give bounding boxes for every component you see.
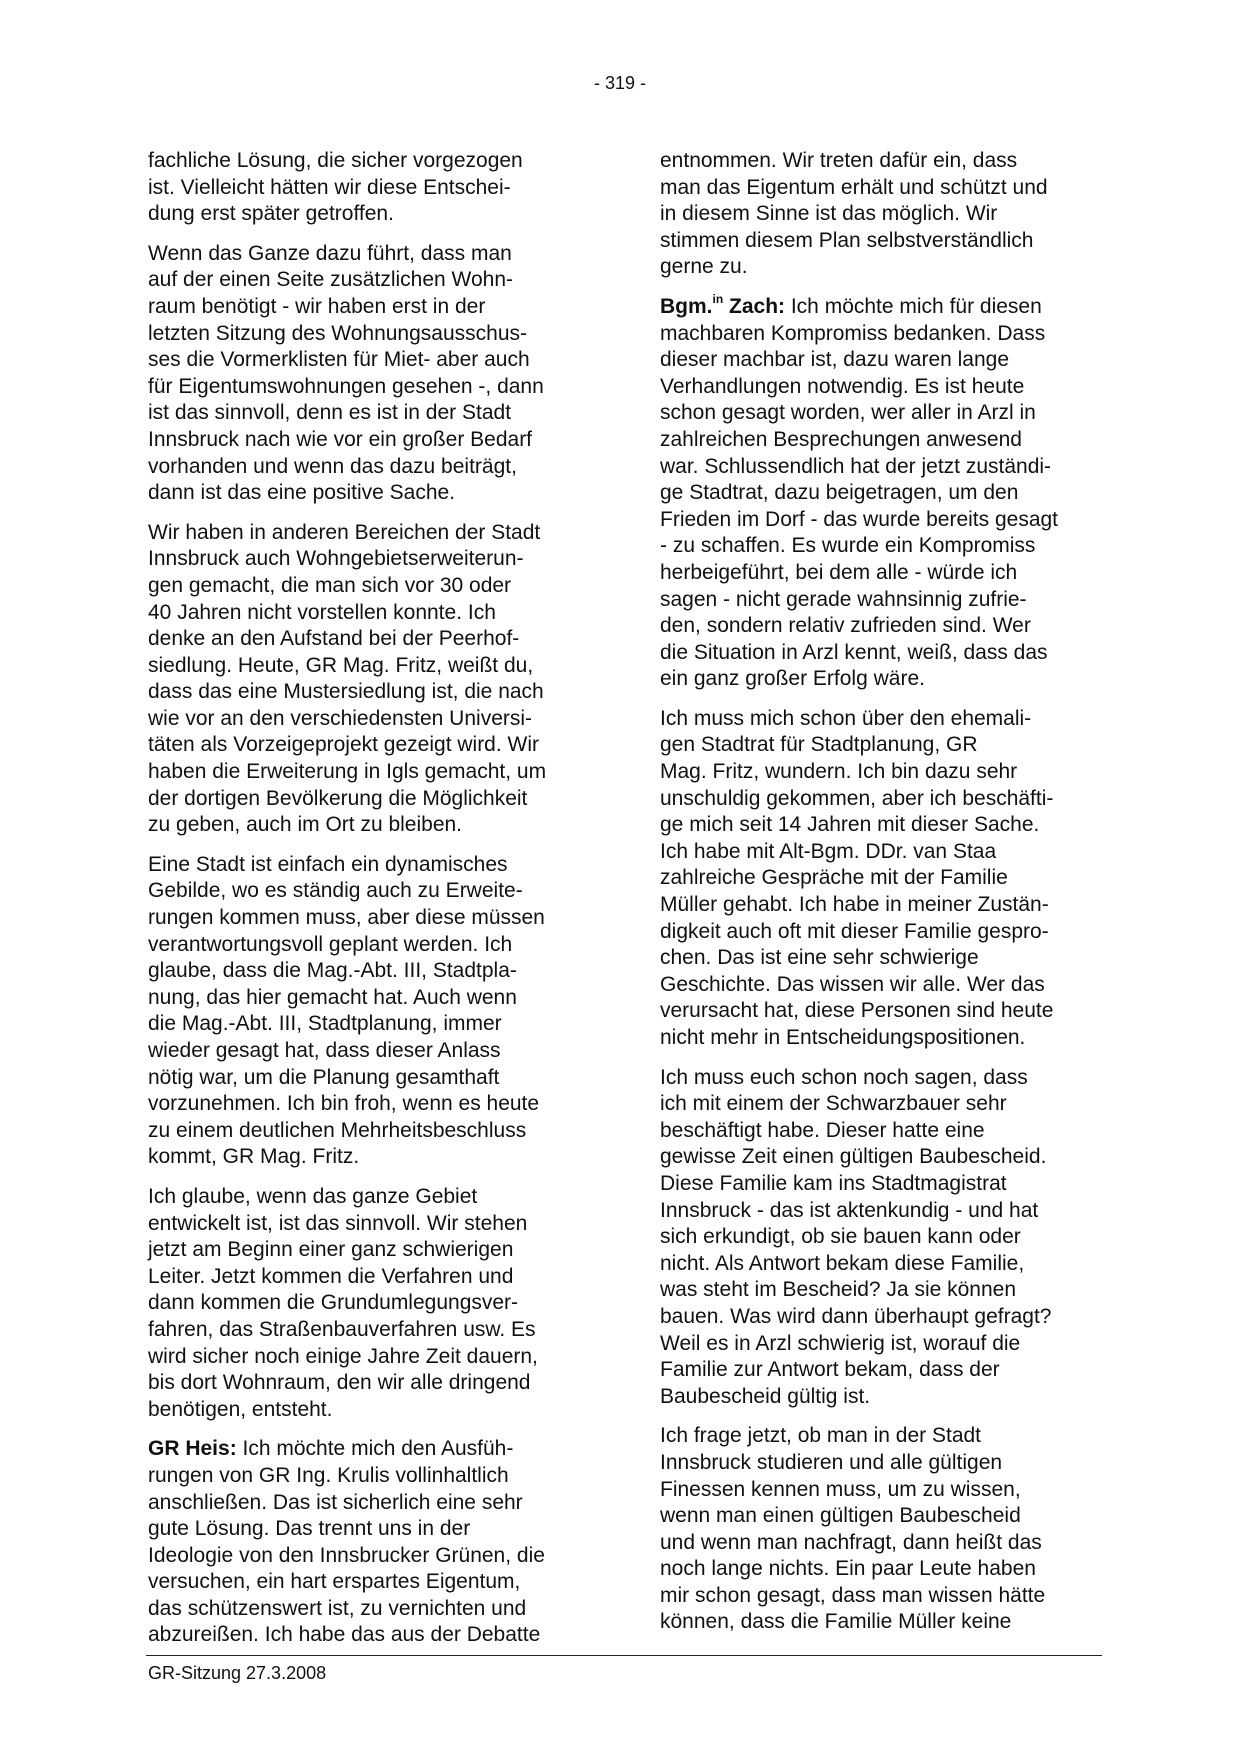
paragraph xyxy=(148,148,618,228)
paragraph-line: 40 Jahren nicht vorstellen konnte. Ich xyxy=(148,600,496,624)
paragraph-line: Finessen kennen muss, um zu wissen, xyxy=(660,1477,1021,1501)
paragraph-line: verantwortungsvoll geplant werden. Ich xyxy=(148,932,513,956)
paragraph xyxy=(660,1423,1112,1636)
paragraph-line: rungen von GR Ing. Krulis vollinhaltlich xyxy=(148,1463,509,1487)
paragraph-line: Müller gehabt. Ich habe in meiner Zustän- xyxy=(660,893,1049,917)
paragraph-line: nicht mehr in Entscheidungspositionen. xyxy=(660,1026,1026,1049)
paragraph xyxy=(660,706,1112,1052)
paragraph-line: nicht. Als Antwort bekam diese Familie, xyxy=(660,1251,1025,1275)
paragraph-line: gute Lösung. Das trennt uns in der xyxy=(148,1517,471,1541)
paragraph-line: Ich muss mich schon über den ehemali- xyxy=(660,706,1032,730)
paragraph xyxy=(660,1065,1112,1411)
speaker-statement-start: Ich möchte mich für diesen xyxy=(785,294,1042,318)
paragraph-line: machbaren Kompromiss bedanken. Dass xyxy=(660,321,1046,345)
paragraph-line: verursacht hat, diese Personen sind heute xyxy=(660,999,1054,1023)
paragraph-line: noch lange nichts. Ein paar Leute haben xyxy=(660,1557,1036,1581)
speaker-title-suffix: in xyxy=(712,291,724,306)
paragraph-line: können, dass die Familie Müller keine xyxy=(660,1610,1012,1634)
paragraph-line: war. Schlussendlich hat der jetzt zuständi- xyxy=(660,454,1052,478)
paragraph-line: täten als Vorzeigeprojekt gezeigt wird. Wir xyxy=(148,733,540,757)
paragraph-line: der dortigen Bevölkerung die Möglichkeit xyxy=(148,786,528,810)
paragraph-line: dung erst später getroffen. xyxy=(148,202,394,226)
paragraph-line: für Eigentumswohnungen gesehen -, dann xyxy=(148,374,544,398)
paragraph-line: versuchen, ein hart erspartes Eigentum, xyxy=(148,1570,521,1594)
paragraph-line: Frieden im Dorf - das wurde bereits gesagt xyxy=(660,507,1059,531)
paragraph-line: bauen. Was wird dann überhaupt gefragt? xyxy=(660,1304,1052,1328)
paragraph xyxy=(148,1436,618,1649)
paragraph-line: in diesem Sinne ist das möglich. Wir xyxy=(660,202,998,226)
paragraph-line: Innsbruck - das ist aktenkundig - und hat xyxy=(660,1198,1039,1222)
paragraph-line: mir schon gesagt, dass man wissen hätte xyxy=(660,1583,1046,1607)
paragraph-line: den, sondern relativ zufrieden sind. Wer xyxy=(660,614,1031,638)
paragraph-line: glaube, dass die Mag.-Abt. III, Stadtpla- xyxy=(148,959,517,983)
paragraph-line: entnommen. Wir treten dafür ein, dass xyxy=(660,149,1018,172)
footer-session-date: GR-Sitzung 27.3.2008 xyxy=(148,1663,327,1683)
paragraph-line: ein ganz großer Erfolg wäre. xyxy=(660,667,925,691)
paragraph-line: ge mich seit 14 Jahren mit dieser Sache. xyxy=(660,813,1040,837)
paragraph-line: sich erkundigt, ob sie bauen kann oder xyxy=(660,1225,1021,1249)
paragraph-line: rungen kommen muss, aber diese müssen xyxy=(148,906,545,930)
paragraph xyxy=(148,520,618,839)
paragraph-line: zahlreichen Besprechungen anwesend xyxy=(660,427,1022,451)
paragraph-line: abzureißen. Ich habe das aus der Debatte xyxy=(148,1623,541,1647)
paragraph-line: Weil es in Arzl schwierig ist, worauf die xyxy=(660,1331,1021,1355)
paragraph-line: zu geben, auch im Ort zu bleiben. xyxy=(148,813,463,837)
paragraph-line: siedlung. Heute, GR Mag. Fritz, weißt du, xyxy=(148,653,534,677)
paragraph-line: vorzunehmen. Ich bin froh, wenn es heute xyxy=(148,1092,540,1116)
paragraph-line: Baubescheid gültig ist. xyxy=(660,1384,871,1408)
paragraph-line: zahlreiche Gespräche mit der Familie xyxy=(660,866,1008,890)
paragraph-line: Ich glaube, wenn das ganze Gebiet xyxy=(148,1184,478,1208)
paragraph-line xyxy=(148,1436,618,1463)
paragraph-line: Innsbruck auch Wohngebietserweiterun- xyxy=(148,547,524,571)
paragraph-line: entwickelt ist, ist das sinnvoll. Wir stehen xyxy=(148,1211,528,1235)
paragraph-line: Innsbruck studieren und alle gültigen xyxy=(660,1450,1003,1474)
paragraph-line: denke an den Aufstand bei der Peerhof- xyxy=(148,627,520,651)
paragraph xyxy=(148,1184,618,1423)
paragraph-line: ist. Vielleicht hätten wir diese Entschei- xyxy=(148,175,511,199)
paragraph-line: nung, das hier gemacht hat. Auch wenn xyxy=(148,985,517,1009)
paragraph xyxy=(660,291,1112,693)
paragraph-line: nötig war, um die Planung gesamthaft xyxy=(148,1065,500,1089)
paragraph-line: Ideologie von den Innsbrucker Grünen, die xyxy=(148,1543,545,1567)
paragraph-line: fahren, das Straßenbauverfahren usw. Es xyxy=(148,1317,536,1341)
left-column xyxy=(148,148,618,1662)
paragraph-line: vorhanden und wenn das dazu beiträgt, xyxy=(148,454,517,478)
speaker-name xyxy=(660,291,786,318)
paragraph-line: gewisse Zeit einen gültigen Baubescheid. xyxy=(660,1145,1047,1169)
paragraph-line: gen Stadtrat für Stadtplanung, GR xyxy=(660,733,978,757)
paragraph-line: Geschichte. Das wissen wir alle. Wer das xyxy=(660,972,1045,996)
paragraph-line: dann kommen die Grundumlegungsver- xyxy=(148,1291,519,1315)
paragraph-line: Ich habe mit Alt-Bgm. DDr. van Staa xyxy=(660,839,997,863)
paragraph-line: man das Eigentum erhält und schützt und xyxy=(660,175,1048,199)
page-number: - 319 - xyxy=(593,73,647,93)
paragraph-line: stimmen diesem Plan selbstverständlich xyxy=(660,228,1034,252)
paragraph-line: das schützenswert ist, zu vernichten und xyxy=(148,1596,527,1620)
paragraph-line: wenn man einen gültigen Baubescheid xyxy=(660,1504,1021,1528)
paragraph-line: beschäftigt habe. Dieser hatte eine xyxy=(660,1118,985,1142)
paragraph-line: bis dort Wohnraum, den wir alle dringend xyxy=(148,1371,531,1395)
paragraph-line: wie vor an den verschiedensten Universi- xyxy=(148,706,533,730)
paragraph-line: gerne zu. xyxy=(660,255,748,279)
paragraph-line: letzten Sitzung des Wohnungsausschus- xyxy=(148,321,528,345)
paragraph-line: Ich frage jetzt, ob man in der Stadt xyxy=(660,1424,982,1448)
paragraph-line: Verhandlungen notwendig. Es ist heute xyxy=(660,374,1025,398)
paragraph-line: die Situation in Arzl kennt, weiß, dass das xyxy=(660,640,1048,664)
paragraph-line: Familie zur Antwort bekam, dass der xyxy=(660,1358,1000,1382)
paragraph-line: haben die Erweiterung in Igls gemacht, um xyxy=(148,760,547,784)
paragraph-line: sagen - nicht gerade wahnsinnig zufrie- xyxy=(660,587,1027,611)
paragraph-line: unschuldig gekommen, aber ich beschäfti- xyxy=(660,786,1054,810)
paragraph-line: ist das sinnvoll, denn es ist in der Stadt xyxy=(148,401,512,425)
paragraph-line: digkeit auch oft mit dieser Familie gespro- xyxy=(660,919,1049,943)
paragraph-line: kommt, GR Mag. Fritz. xyxy=(148,1145,360,1169)
paragraph xyxy=(148,241,618,507)
paragraph-line: dass das eine Mustersiedlung ist, die nach xyxy=(148,680,544,704)
paragraph-line: - zu schaffen. Es wurde ein Kompromiss xyxy=(660,534,1036,558)
paragraph-line: chen. Das ist eine sehr schwierige xyxy=(660,946,979,970)
paragraph-line: Ich muss euch schon noch sagen, dass xyxy=(660,1065,1028,1089)
paragraph-line: ich mit einem der Schwarzbauer sehr xyxy=(660,1092,1007,1116)
paragraph-line: anschließen. Das ist sicherlich eine sehr xyxy=(148,1490,523,1514)
paragraph-line: raum benötigt - wir haben erst in der xyxy=(148,294,486,318)
paragraph-line: zu einem deutlichen Mehrheitsbeschluss xyxy=(148,1118,527,1142)
speaker-title: Bgm. xyxy=(660,294,713,318)
paragraph xyxy=(148,852,618,1171)
paragraph-line: Mag. Fritz, wundern. Ich bin dazu sehr xyxy=(660,760,1018,784)
paragraph-line: Eine Stadt ist einfach ein dynamisches xyxy=(148,852,508,876)
paragraph-line: dann ist das eine positive Sache. xyxy=(148,481,456,505)
paragraph-line: dieser machbar ist, dazu waren lange xyxy=(660,348,1010,372)
paragraph-line: die Mag.-Abt. III, Stadtplanung, immer xyxy=(148,1012,502,1036)
paragraph-line: Wenn das Ganze dazu führt, dass man xyxy=(148,241,512,265)
paragraph-line: Innsbruck nach wie vor ein großer Bedarf xyxy=(148,427,533,451)
right-column xyxy=(660,148,1112,1649)
paragraph-line: und wenn man nachfragt, dann heißt das xyxy=(660,1530,1042,1554)
paragraph-line: wieder gesagt hat, dass dieser Anlass xyxy=(148,1039,501,1062)
speaker-statement-start: Ich möchte mich den Ausfüh- xyxy=(236,1437,514,1461)
paragraph-line: benötigen, entsteht. xyxy=(148,1397,333,1421)
paragraph-line: Diese Familie kam ins Stadtmagistrat xyxy=(660,1171,1007,1195)
paragraph-line: fachliche Lösung, die sicher vorgezogen xyxy=(148,149,523,172)
paragraph-line: Leiter. Jetzt kommen die Verfahren und xyxy=(148,1264,514,1288)
paragraph-line: jetzt am Beginn einer ganz schwierigen xyxy=(148,1238,514,1262)
paragraph-line: was steht im Bescheid? Ja sie können xyxy=(660,1278,1017,1302)
paragraph xyxy=(660,148,1112,281)
speaker-surname: Zach: xyxy=(723,294,786,318)
paragraph-line: schon gesagt worden, wer aller in Arzl in xyxy=(660,401,1036,425)
paragraph-line: Wir haben in anderen Bereichen der Stadt xyxy=(148,520,541,544)
paragraph-line: wird sicher noch einige Jahre Zeit dauern, xyxy=(148,1344,538,1368)
paragraph-line: ge Stadtrat, dazu beigetragen, um den xyxy=(660,481,1019,505)
speaker-name: GR Heis: xyxy=(148,1437,237,1461)
paragraph-line: Gebilde, wo es ständig auch zu Erweite- xyxy=(148,879,523,903)
paragraph-line xyxy=(660,291,1112,321)
paragraph-line: gen gemacht, die man sich vor 30 oder xyxy=(148,573,512,597)
paragraph-line: ses die Vormerklisten für Miet- aber auch xyxy=(148,348,530,372)
footer-divider xyxy=(146,1655,1102,1656)
paragraph-line: herbeigeführt, bei dem alle - würde ich xyxy=(660,560,1018,584)
paragraph-line: auf der einen Seite zusätzlichen Wohn- xyxy=(148,268,513,292)
